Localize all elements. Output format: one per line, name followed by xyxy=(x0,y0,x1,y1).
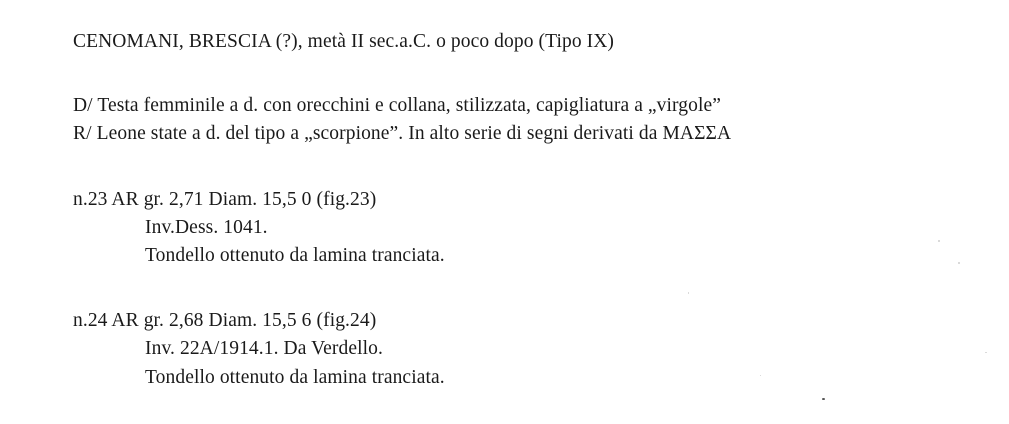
scan-speck xyxy=(938,240,940,242)
entry-note: Tondello ottenuto da lamina tranciata. xyxy=(145,367,445,388)
catalog-heading: CENOMANI, BRESCIA (?), metà II sec.a.C. o poco dopo (Tipo IX) xyxy=(73,31,615,52)
entry-header: n.24 AR gr. 2,68 Diam. 15,5 6 (fig.24) xyxy=(73,310,377,331)
entry-inventory: Inv.Dess. 1041. xyxy=(145,217,268,238)
entry-header: n.23 AR gr. 2,71 Diam. 15,5 0 (fig.23) xyxy=(73,189,377,210)
obverse-description: D/ Testa femminile a d. con orecchini e collana, stilizzata, capigliatura a „virgole” xyxy=(73,95,722,116)
reverse-description: R/ Leone state a d. del tipo a „scorpione”. In alto serie di segni derivati da ΜΑΣΣΑ xyxy=(73,123,732,144)
scan-speck xyxy=(822,398,825,400)
scan-speck xyxy=(985,352,987,353)
entry-note: Tondello ottenuto da lamina tranciata. xyxy=(145,245,445,266)
entry-inventory: Inv. 22A/1914.1. Da Verdello. xyxy=(145,338,383,359)
scan-speck xyxy=(958,262,960,264)
scan-speck xyxy=(760,375,761,376)
scan-speck xyxy=(688,292,689,294)
